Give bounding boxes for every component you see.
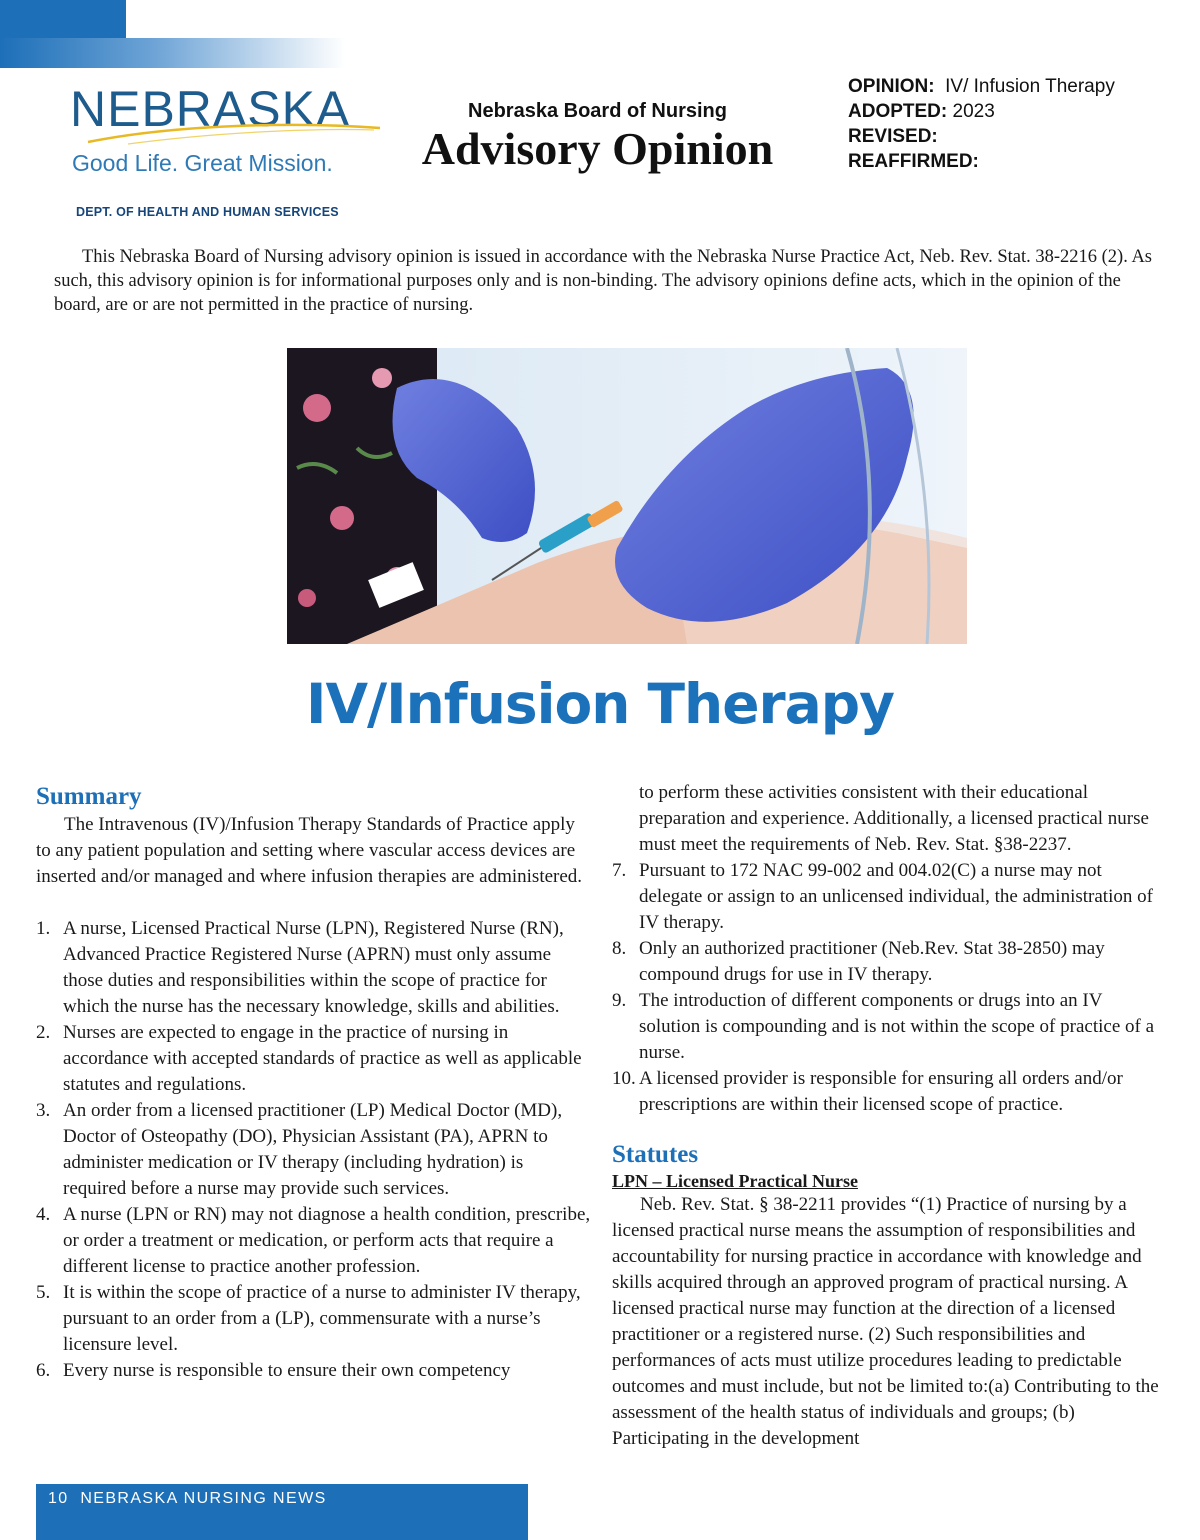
logo-department: DEPT. OF HEALTH AND HUMAN SERVICES [76,205,339,219]
iv-insertion-illustration [287,348,967,644]
footer-text [48,1490,327,1508]
meta-reaffirmed [848,149,1115,174]
statutes-paragraph: Neb. Rev. Stat. § 38-2211 provides “(1) Practice of nursing by a licensed practical nurse means the assumption of responsibilities and accountability for nursing practice in accordance with knowledge and skills acquired through an approved program of practical nursing. A licensed practical nurse may function at the direction of a licensed practitioner or a registered nurse. (2) Such responsibilities and performances of acts must utilize procedures leading to predictable outcomes and must include, but not be limited to:(a) Contributing to the assessment of the health status of individuals and groups; (b) Participating in the development [612,1194,1159,1449]
header-center [405,100,790,173]
list-item [36,1280,591,1358]
standards-list-continued [612,858,1162,1118]
list-item [36,916,591,1020]
list-item-text: Nurses are expected to engage in the practice of nursing in accordance with accepted standards of practice as well as applicable statutes and regulations. [63,1022,582,1095]
list-item-number: 10. [612,1068,636,1089]
list-item-number: 8. [612,938,627,959]
dhhs-logo [68,81,388,224]
hero-photo [287,348,967,644]
list-item-number: 1. [36,918,51,939]
list-item [36,1358,591,1384]
document-type-title: Advisory Opinion [421,123,774,174]
list-item-text: Only an authorized practitioner (Neb.Rev. Stat 38-2850) may compound drugs for use in IV therapy. [639,938,1105,985]
list-item [612,988,1162,1066]
list-item [612,936,1162,988]
list-item-text: Pursuant to 172 NAC 99-002 and 004.02(C) a nurse may not delegate or assign to an unlicensed individual, the administration of IV therapy. [639,860,1153,933]
spacer [612,1118,1162,1140]
list-item [36,1098,591,1202]
list-item [36,1020,591,1098]
spacer [36,890,591,916]
list-item-text: The introduction of different components or drugs into an IV solution is compounding and is not within the scope of practice of a nurse. [639,990,1155,1063]
list-item-text: An order from a licensed practitioner (LP) Medical Doctor (MD), Doctor of Osteopathy (DO), Physician Assistant (PA), APRN to administer medication or IV therapy (including hydration) is required before a nurse may provide such services. [63,1100,563,1199]
list-item-number: 6. [36,1360,51,1381]
list-item-number: 7. [612,860,627,881]
list-item [612,858,1162,936]
meta-adopted [848,99,1115,124]
logo-tagline: Good Life. Great Mission. [72,150,333,176]
board-name: Nebraska Board of Nursing [468,100,727,122]
list-item-continuation: to perform these activities consistent with their educational preparation and experience. Additionally, a licensed practical nurse must meet the requirements of Neb. Rev. Stat. §38-2237. [639,782,1149,855]
list-item-text: A nurse, Licensed Practical Nurse (LPN), Registered Nurse (RN), Advanced Practice Registered Nurse (APRN) must only assume those duties and responsibilities within the scope of practice for which the nurse has the necessary knowledge, skills and abilities. [63,918,564,1017]
main-title: IV/Infusion Therapy [306,672,894,736]
opinion-metadata [848,74,1115,174]
meta-revised-label: REVISED: [848,126,938,147]
right-column [612,780,1162,1452]
meta-reaffirmed-label: REAFFIRMED: [848,151,979,172]
meta-adopted-label: ADOPTED: [848,101,948,122]
statutes-subheading: LPN – Licensed Practical Nurse [612,1171,858,1191]
meta-opinion-label: OPINION: [848,76,935,97]
list-item-text: A licensed provider is responsible for ensuring all orders and/or prescriptions are within their licensed scope of practice. [639,1068,1123,1115]
intro-statement [54,245,1154,317]
intro-paragraph: This Nebraska Board of Nursing advisory opinion is issued in accordance with the Nebraska Nurse Practice Act, Neb. Rev. Stat. 38-2216 (2). As such, this advisory opinion is for informational purposes only and is non-binding. The advisory opinions define acts, which in the opinion of the board, are or are not permitted in the practice of nursing. [54,247,1153,315]
summary-paragraph: The Intravenous (IV)/Infusion Therapy Standards of Practice apply to any patient population and setting where vascular access devices are inserted and/or managed and where infusion therapies are administered. [36,814,583,887]
list-item-number: 2. [36,1022,51,1043]
list-item-text: It is within the scope of practice of a nurse to administer IV therapy, pursuant to an order from a (LP), commensurate with a nurse’s licensure level. [63,1282,581,1355]
list-item-number: 5. [36,1282,51,1303]
summary-heading: Summary [36,783,142,810]
standards-list [36,916,591,1384]
left-column [36,782,591,1384]
list-item-text: A nurse (LPN or RN) may not diagnose a health condition, prescribe, or order a treatment or medication, or perform acts that require a different license to practice another profession. [63,1204,591,1277]
list-item-number: 3. [36,1100,51,1121]
list-item [612,1066,1162,1118]
meta-opinion [848,74,1115,99]
list-item [36,1202,591,1280]
meta-revised [848,124,1115,149]
list-item-text: Every nurse is responsible to ensure their own competency [63,1360,511,1381]
footer-bar [36,1484,528,1540]
meta-adopted-value: 2023 [952,101,995,122]
corner-accent-block [0,0,126,38]
statutes-heading: Statutes [612,1141,699,1168]
page-number: 10 [48,1490,69,1507]
corner-accent-gradient [0,38,345,68]
list-item-number: 9. [612,990,627,1011]
meta-opinion-value: IV/ Infusion Therapy [945,76,1115,97]
list-item-number: 4. [36,1204,51,1225]
logo-wordmark: NEBRASKA [70,81,351,137]
publication-name: NEBRASKA NURSING NEWS [80,1490,327,1507]
